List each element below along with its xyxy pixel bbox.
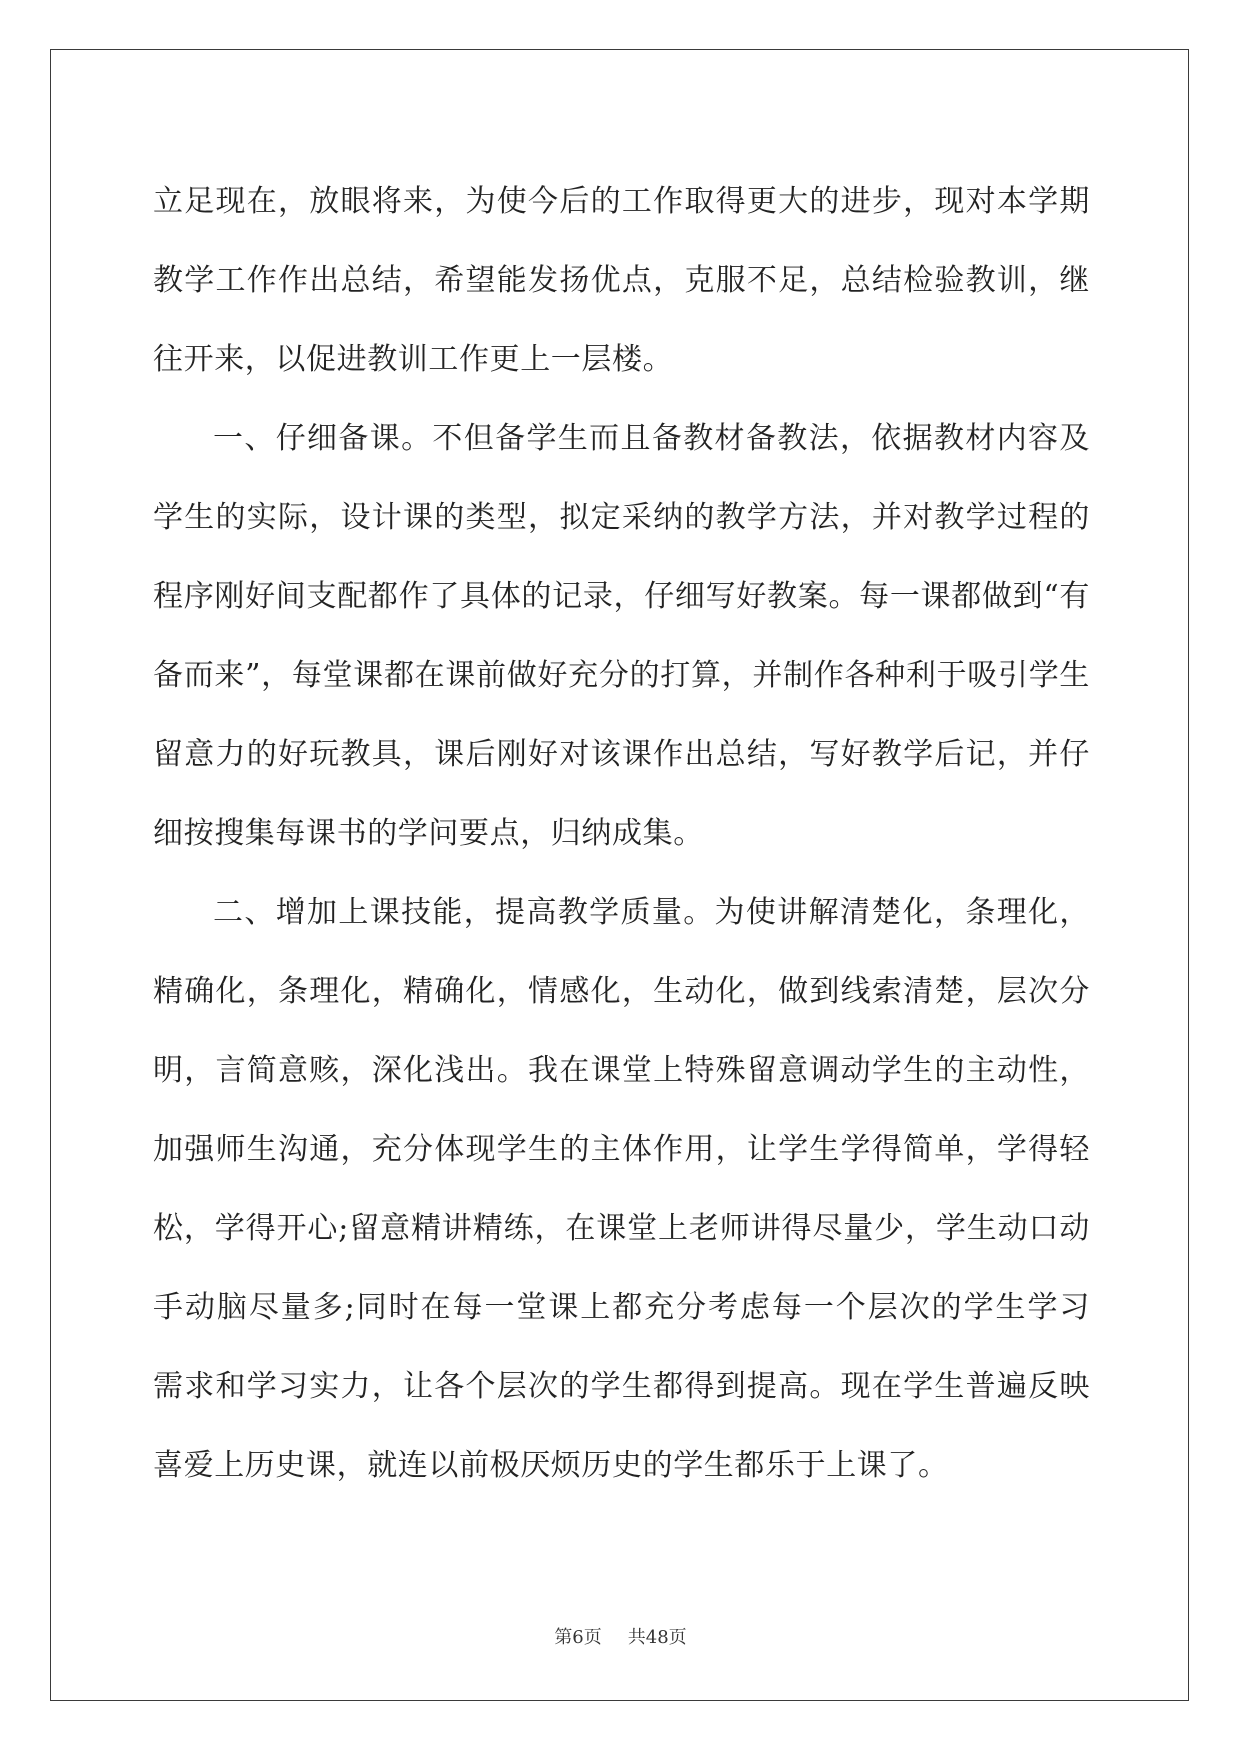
text-line: 备而来”，每堂课都在课前做好充分的打算，并制作各种利于吸引学生: [153, 658, 1090, 693]
text-line: 程序刚好间支配都作了具体的记录，仔细写好教案。每一课都做到“有: [153, 579, 1090, 614]
text-line: 立足现在，放眼将来，为使今后的工作取得更大的进步，现对本学期: [153, 184, 1090, 219]
paragraph-intro: [153, 162, 1090, 399]
text-line: 明，言简意赅，深化浅出。我在课堂上特殊留意调动学生的主动性，: [153, 1053, 1090, 1088]
text-line: 往开来，以促进教训工作更上一层楼。: [153, 342, 674, 377]
text-line: 教学工作作出总结，希望能发扬优点，克服不足，总结检验教训，继: [153, 263, 1090, 298]
document-body: [153, 162, 1090, 1505]
paragraph-preparation: [153, 399, 1090, 873]
text-line: 一、仔细备课。不但备学生而且备教材备教法，依据教材内容及: [213, 421, 1090, 456]
text-line: 二、增加上课技能，提高教学质量。为使讲解清楚化，条理化，: [213, 895, 1090, 930]
paragraph-teaching-skills: [153, 873, 1090, 1505]
text-line: 加强师生沟通，充分体现学生的主体作用，让学生学得简单，学得轻: [153, 1132, 1090, 1167]
text-line: 留意力的好玩教具，课后刚好对该课作出总结，写好教学后记，并仔: [153, 737, 1090, 772]
page-footer: [0, 1626, 1241, 1650]
page-number: 第6页: [554, 1627, 602, 1648]
text-line: 精确化，条理化，精确化，情感化，生动化，做到线索清楚，层次分: [153, 974, 1090, 1009]
text-line: 细按搜集每课书的学问要点，归纳成集。: [153, 816, 704, 851]
text-line: 需求和学习实力，让各个层次的学生都得到提高。现在学生普遍反映: [153, 1369, 1090, 1404]
text-line: 学生的实际，设计课的类型，拟定采纳的教学方法，并对教学过程的: [153, 500, 1090, 535]
text-line: 松，学得开心;留意精讲精练，在课堂上老师讲得尽量少，学生动口动: [153, 1211, 1090, 1246]
text-line: 手动脑尽量多;同时在每一堂课上都充分考虑每一个层次的学生学习: [153, 1290, 1090, 1325]
page-total: 共48页: [627, 1627, 687, 1648]
text-line: 喜爱上历史课，就连以前极厌烦历史的学生都乐于上课了。: [153, 1448, 949, 1483]
